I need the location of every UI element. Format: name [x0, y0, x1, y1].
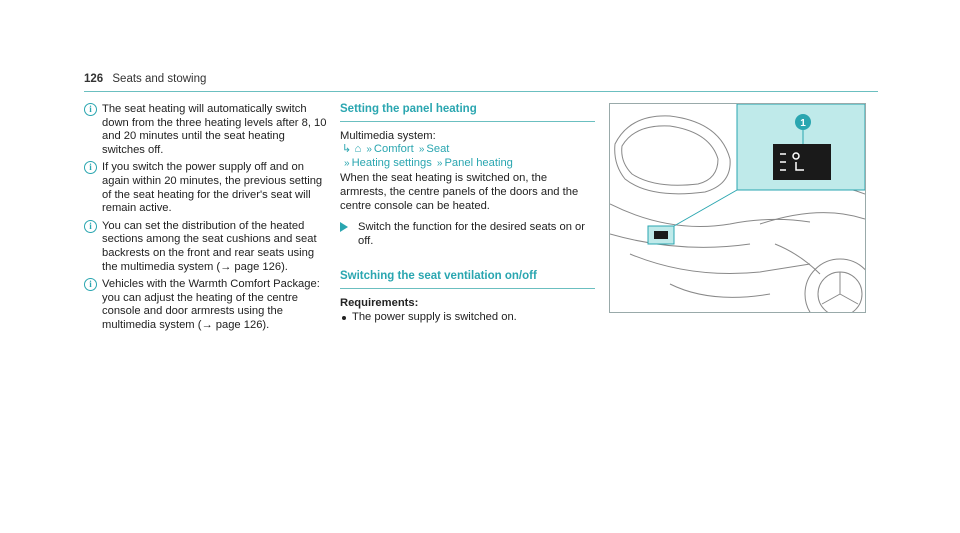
requirements-label: Requirements:	[340, 296, 419, 309]
door-illustration	[610, 104, 865, 312]
switch-location	[654, 231, 668, 239]
home-icon: ⌂	[354, 143, 362, 156]
note-item	[84, 220, 329, 274]
chevron-right-icon: »	[418, 144, 425, 156]
page-header	[84, 73, 206, 85]
ventilation-title: Switching the seat ventilation on/off	[340, 270, 595, 289]
note-text: The seat heating will automatically switch down from the three heating levels after 8, 10 and 20 minutes until the seat heating switches off.	[102, 103, 327, 156]
info-icon: i	[84, 278, 97, 291]
chevron-right-icon: »	[344, 157, 350, 169]
info-icon: i	[84, 161, 97, 174]
menu-item: Panel heating	[444, 156, 513, 169]
menu-item: Heating settings	[351, 156, 432, 169]
step-arrow-icon	[340, 222, 348, 232]
note-item	[84, 161, 329, 215]
instruction-step	[340, 221, 595, 248]
notes-column	[84, 103, 329, 337]
panel-heating-title: Setting the panel heating	[340, 103, 595, 122]
system-label: Multimedia system:	[340, 129, 436, 142]
note-text: If you switch the power supply off and on again within 20 minutes, the previous setting of the seat heating for the driver's seat will remain active.	[102, 161, 323, 215]
callout-number: 1	[800, 118, 806, 129]
info-icon: i	[84, 220, 97, 233]
section-title: Seats and stowing	[112, 73, 207, 85]
note-item	[84, 278, 329, 332]
chevron-right-icon: »	[366, 144, 372, 156]
note-item	[84, 103, 329, 157]
menu-path	[340, 143, 595, 157]
content-column	[340, 103, 595, 324]
step-text: Switch the function for the desired seats on or off.	[358, 221, 585, 247]
note-text: Vehicles with the Warmth Comfort Package: you can adjust the heating of the centre console and door armrests using the multimedia system (→ page 126).	[102, 278, 320, 331]
menu-path-line2	[340, 157, 595, 171]
info-icon: i	[84, 103, 97, 116]
chevron-right-icon: »	[436, 157, 443, 169]
page-number: 126	[84, 73, 104, 85]
menu-item: Comfort	[373, 143, 414, 156]
note-text: You can set the distribution of the heated sections among the seat cushions and seat backrests on the front and rear seats using the multimedia system (→ page 126).	[102, 219, 317, 273]
header-rule	[84, 91, 878, 92]
door-panel-figure	[609, 103, 866, 313]
panel-heating-body: When the seat heating is switched on, the armrests, the centre panels of the doors and the centre console can be heated.	[340, 172, 579, 212]
menu-entry-icon: ↳	[342, 143, 352, 156]
requirement-item: The power supply is switched on.	[340, 311, 595, 325]
menu-item: Seat	[426, 143, 450, 156]
